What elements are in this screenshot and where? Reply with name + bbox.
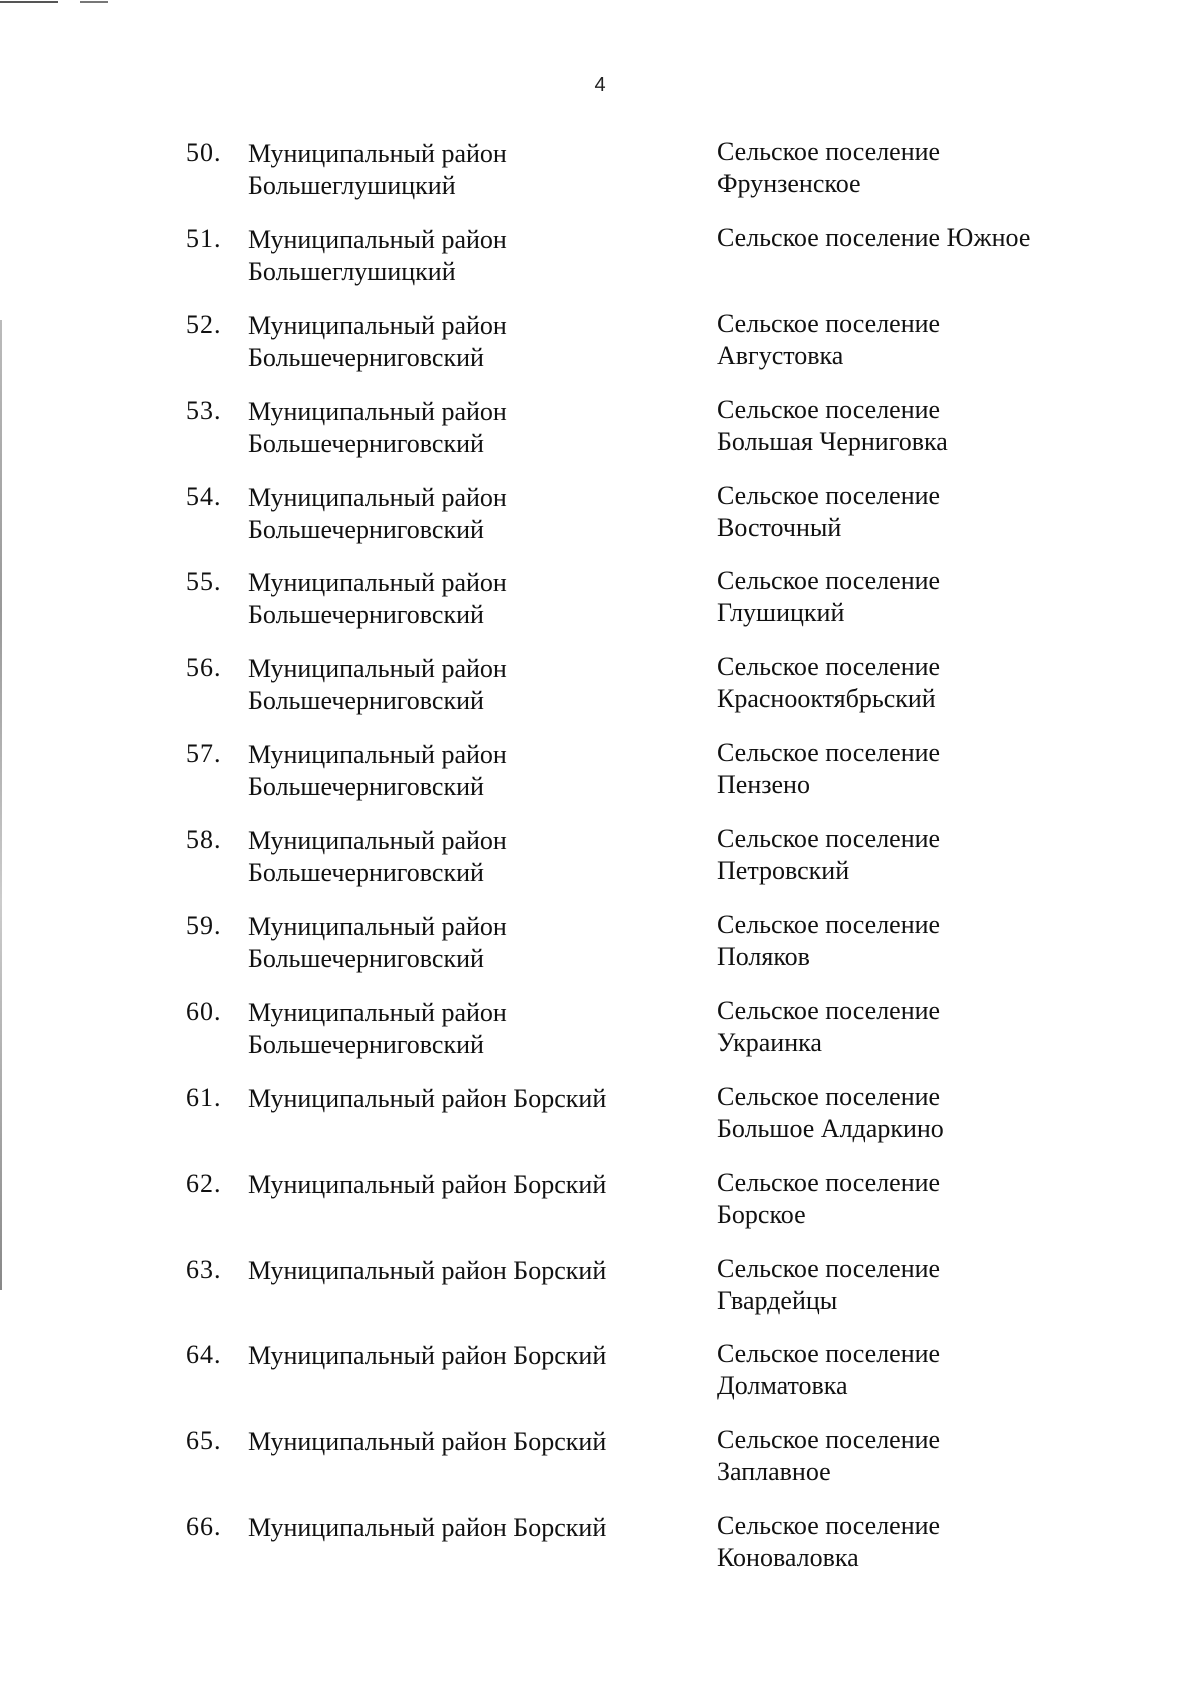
settlement-name: [717, 1167, 1077, 1231]
district-line: Муниципальный район Борский: [248, 1513, 607, 1543]
district-line: Большеглушицкий: [248, 171, 456, 200]
row-number: 52.: [186, 309, 222, 339]
row-number: 64.: [186, 1340, 222, 1370]
row-number: 54.: [186, 481, 222, 511]
row-number: 51.: [186, 223, 222, 253]
settlement-line: Большая Черниговка: [717, 426, 948, 456]
settlement-line: Украинка: [717, 1027, 822, 1057]
district-line: Муниципальный район: [248, 482, 507, 512]
settlement-line: Сельское поселение: [717, 1081, 941, 1111]
list-row: [180, 390, 1080, 476]
settlement-line: Большое Алдаркино: [717, 1113, 944, 1143]
list-row: [180, 1163, 1080, 1249]
settlement-line: Восточный: [717, 512, 842, 542]
settlement-list: [180, 132, 1080, 1592]
row-number: 66.: [186, 1512, 222, 1542]
settlement-line: Сельское поселение Южное: [717, 222, 1031, 252]
settlement-line: Краснооктябрьский: [717, 684, 936, 714]
settlement-name: [717, 909, 1077, 973]
settlement-line: Сельское поселение: [717, 480, 941, 510]
list-row: [180, 1077, 1080, 1163]
settlement-line: Августовка: [717, 340, 844, 370]
district-line: Большечерниговский: [248, 514, 484, 544]
settlement-line: Сельское поселение: [717, 652, 941, 682]
district-name: [248, 997, 668, 1061]
district-line: Муниципальный район: [248, 139, 507, 168]
district-name: [248, 482, 668, 546]
district-name: [248, 911, 668, 975]
district-line: Большечерниговский: [248, 428, 484, 458]
list-row: [180, 1249, 1080, 1335]
list-row: [180, 1506, 1080, 1592]
district-line: Большечерниговский: [248, 342, 484, 372]
district-line: Большеглушицкий: [248, 256, 456, 286]
settlement-line: Сельское поселение: [717, 566, 941, 596]
settlement-line: Сельское поселение: [717, 824, 941, 854]
settlement-line: Фрунзенское: [717, 169, 861, 198]
list-row: [180, 1420, 1080, 1506]
district-name: [248, 1083, 668, 1115]
settlement-line: Сельское поселение: [717, 910, 941, 940]
scan-edge-mark-top: [0, 0, 110, 4]
district-line: Муниципальный район: [248, 826, 507, 856]
list-row: [180, 905, 1080, 991]
district-name: [248, 138, 668, 202]
settlement-name: [717, 394, 1077, 458]
settlement-line: Сельское поселение: [717, 738, 941, 768]
row-number: 55.: [186, 567, 222, 597]
settlement-line: Долматовка: [717, 1371, 848, 1401]
row-number: 61.: [186, 1082, 222, 1112]
list-row: [180, 991, 1080, 1077]
district-name: [248, 567, 668, 631]
settlement-line: Сельское поселение: [717, 1511, 941, 1541]
district-line: Муниципальный район Борский: [248, 1427, 607, 1457]
row-number: 58.: [186, 825, 222, 855]
district-line: Муниципальный район: [248, 912, 507, 942]
district-line: Большечерниговский: [248, 944, 484, 974]
district-name: [248, 1512, 668, 1544]
row-number: 62.: [186, 1168, 222, 1198]
district-name: [248, 1169, 668, 1201]
row-number: 63.: [186, 1254, 222, 1284]
district-line: Большечерниговский: [248, 686, 484, 716]
district-line: Муниципальный район Борский: [248, 1169, 607, 1199]
row-number: 57.: [186, 739, 222, 769]
district-line: Большечерниговский: [248, 858, 484, 888]
settlement-line: Сельское поселение: [717, 995, 941, 1025]
settlement-line: Глушицкий: [717, 598, 845, 628]
scan-line-segment: [0, 1, 58, 3]
list-row: [180, 304, 1080, 390]
district-line: Муниципальный район: [248, 654, 507, 684]
row-number: 59.: [186, 911, 222, 941]
settlement-name: [717, 995, 1077, 1059]
district-line: Муниципальный район Борский: [248, 1341, 607, 1371]
district-line: Муниципальный район: [248, 997, 507, 1027]
row-number: 65.: [186, 1426, 222, 1456]
settlement-line: Сельское поселение: [717, 137, 941, 166]
district-name: [248, 825, 668, 889]
settlement-name: [717, 737, 1077, 801]
settlement-name: [717, 823, 1077, 887]
row-number: 60.: [186, 996, 222, 1026]
settlement-name: [717, 308, 1077, 372]
scan-edge-mark-left: [0, 320, 2, 1290]
list-row: [180, 647, 1080, 733]
settlement-name: [717, 1253, 1077, 1317]
list-row: [180, 132, 1080, 218]
district-line: Большечерниговский: [248, 772, 484, 802]
settlement-line: Коноваловка: [717, 1543, 859, 1573]
settlement-line: Сельское поселение: [717, 1253, 941, 1283]
list-row: [180, 733, 1080, 819]
list-row: [180, 1334, 1080, 1420]
settlement-line: Пензено: [717, 770, 810, 800]
list-row: [180, 819, 1080, 905]
district-name: [248, 653, 668, 717]
district-name: [248, 310, 668, 374]
district-name: [248, 396, 668, 460]
settlement-name: [717, 480, 1077, 544]
row-number: 56.: [186, 653, 222, 683]
settlement-name: [717, 1510, 1077, 1574]
district-name: [248, 739, 668, 803]
settlement-name: [717, 565, 1077, 629]
list-row: [180, 561, 1080, 647]
district-line: Большечерниговский: [248, 600, 484, 630]
settlement-name: [717, 222, 1077, 254]
scan-line-segment: [80, 1, 108, 3]
settlement-line: Гвардейцы: [717, 1285, 838, 1315]
settlement-line: Сельское поселение: [717, 1425, 941, 1455]
settlement-line: Борское: [717, 1199, 806, 1229]
district-line: Муниципальный район: [248, 568, 507, 598]
settlement-name: [717, 1338, 1077, 1402]
settlement-line: Петровский: [717, 856, 850, 886]
settlement-line: Сельское поселение: [717, 1167, 941, 1197]
district-line: Большечерниговский: [248, 1029, 484, 1059]
district-line: Муниципальный район: [248, 224, 507, 254]
settlement-line: Поляков: [717, 942, 810, 972]
row-number: 50.: [186, 138, 222, 167]
district-line: Муниципальный район: [248, 396, 507, 426]
settlement-line: Сельское поселение: [717, 394, 941, 424]
settlement-line: Сельское поселение: [717, 1339, 941, 1369]
settlement-name: [717, 651, 1077, 715]
settlement-line: Сельское поселение: [717, 308, 941, 338]
district-line: Муниципальный район Борский: [248, 1083, 607, 1113]
list-row: [180, 218, 1080, 304]
district-line: Муниципальный район: [248, 740, 507, 770]
settlement-name: [717, 1081, 1077, 1145]
settlement-line: Заплавное: [717, 1457, 831, 1487]
district-name: [248, 1340, 668, 1372]
district-name: [248, 224, 668, 288]
district-line: Муниципальный район: [248, 310, 507, 340]
district-name: [248, 1255, 668, 1287]
settlement-name: [717, 1424, 1077, 1488]
page-number: 4: [594, 74, 606, 96]
settlement-name: [717, 136, 1077, 200]
district-line: Муниципальный район Борский: [248, 1255, 607, 1285]
district-name: [248, 1426, 668, 1458]
list-row: [180, 476, 1080, 562]
row-number: 53.: [186, 395, 222, 425]
